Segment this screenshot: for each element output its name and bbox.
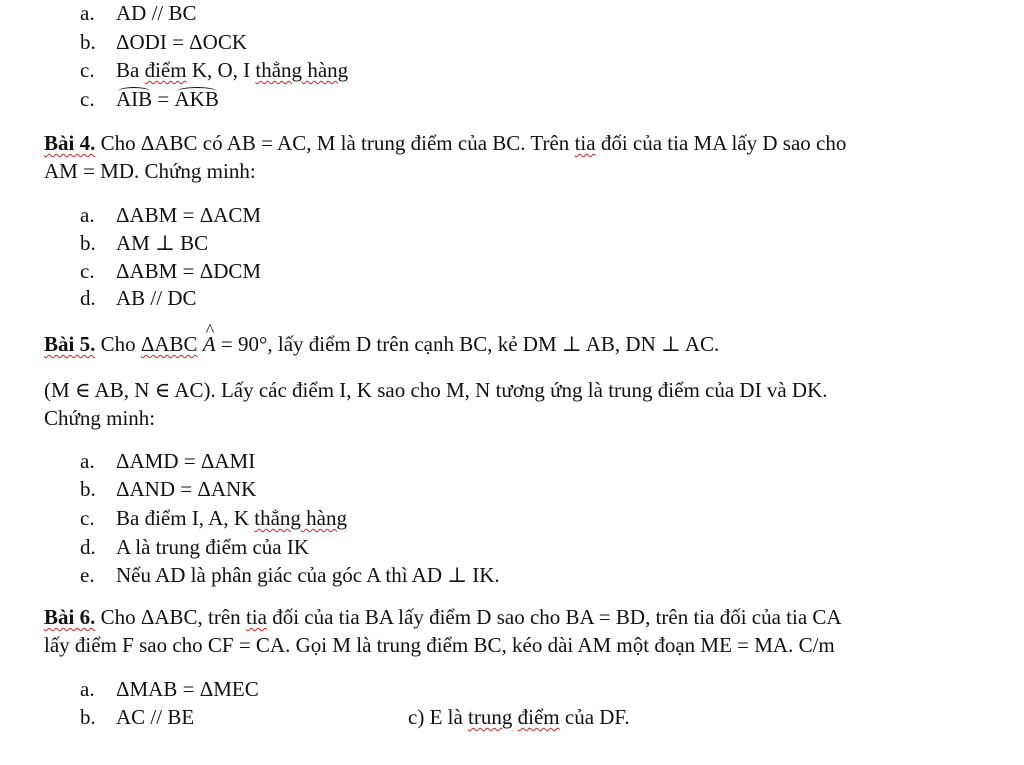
- statement-text: Cho ΔABC, trên: [95, 605, 246, 629]
- item-text: ΔABM = ΔACM: [116, 203, 262, 227]
- ex5-item-e: [80, 562, 500, 588]
- item-marker: c.: [80, 506, 95, 530]
- item-text: Nếu AD là phân giác của góc A thì AD ⊥ IK.: [116, 563, 500, 587]
- ex6-statement-line1: [44, 604, 842, 630]
- item-marker: b.: [80, 30, 96, 54]
- spell-flagged-word: thẳng: [254, 506, 301, 530]
- ex5-statement-line1: [44, 331, 719, 357]
- ex4-item-a: [80, 202, 261, 228]
- ex4-item-b: [80, 230, 208, 256]
- spell-flagged-word: hàng: [302, 58, 349, 82]
- statement-text: AM = MD. Chứng minh:: [44, 159, 256, 183]
- statement-text: Cho ΔABC có AB = AC, M là trung điểm của BC. Trên: [95, 131, 575, 155]
- ex4-item-c: [80, 258, 261, 284]
- item-text: ΔABM = ΔDCM: [116, 259, 262, 283]
- ex5-item-b: [80, 476, 256, 502]
- item-text: Ba điểm I, A, K: [116, 506, 255, 530]
- statement-text: Chứng minh:: [44, 406, 156, 430]
- ex5-statement-line2: [44, 377, 827, 403]
- arc-angle-aib: AIB: [116, 87, 153, 111]
- spell-flagged-word: tia: [574, 131, 596, 155]
- angle-a-hat: ^ A: [203, 331, 216, 357]
- ex6-item-b: [80, 704, 194, 730]
- ex3-item-c2: [80, 86, 219, 112]
- ex6-item-c: [408, 704, 630, 730]
- item-marker: c.: [80, 58, 95, 82]
- item-marker: b.: [80, 231, 96, 255]
- item-marker: a.: [80, 449, 95, 473]
- ex5-item-c: [80, 505, 347, 531]
- item-text: AD // BC: [116, 1, 197, 25]
- item-text: K, O, I: [186, 58, 256, 82]
- ex6-statement-line2: [44, 632, 835, 658]
- arc-angle-akb: AKB: [174, 87, 219, 111]
- spell-flagged-word: thẳng: [255, 58, 303, 82]
- spell-flagged-word: điểm: [144, 58, 187, 82]
- statement-text: đối của tia BA lấy điểm D sao cho BA = BD, trên tia đối của tia CA: [266, 605, 842, 629]
- exercise-label: Bài 4.: [44, 131, 96, 155]
- spell-flagged-word: điểm: [517, 705, 560, 729]
- statement-text: (M ∈ AB, N ∈ AC). Lấy các điểm I, K sao cho M, N tương ứng là trung điểm của DI và DK.: [44, 378, 828, 402]
- ex5-item-a: [80, 448, 255, 474]
- ex3-item-b: [80, 29, 247, 55]
- item-marker: e.: [80, 563, 95, 587]
- item-marker: a.: [80, 203, 95, 227]
- statement-text: , lấy điểm D trên cạnh BC, kẻ DM ⊥ AB, DN ⊥ AC.: [267, 332, 720, 356]
- item-text: ΔAND = ΔANK: [116, 477, 257, 501]
- item-text: AM ⊥ BC: [116, 231, 209, 255]
- item-text: Ba: [116, 58, 145, 82]
- item-marker: a.: [80, 1, 95, 25]
- item-text: AB // DC: [116, 286, 197, 310]
- item-marker: c.: [80, 87, 95, 111]
- item-marker: a.: [80, 677, 95, 701]
- exercise-label: Bài 5.: [44, 332, 96, 356]
- statement-text: Cho: [95, 332, 141, 356]
- spell-flagged-word: tia: [245, 605, 267, 629]
- item-text: ΔMAB = ΔMEC: [116, 677, 259, 701]
- item-marker: b.: [80, 477, 96, 501]
- item-marker: d.: [80, 535, 96, 559]
- statement-text: lấy điểm F sao cho CF = CA. Gọi M là trung điểm BC, kéo dài AM một đoạn ME = MA. C/m: [44, 633, 835, 657]
- item-text: A là trung điểm của IK: [116, 535, 310, 559]
- item-text: AC // BE: [116, 705, 195, 729]
- spell-flagged-word: trung: [468, 705, 513, 729]
- ex3-item-c: [80, 57, 348, 83]
- exercise-label: Bài 6.: [44, 605, 96, 629]
- item-marker: c.: [80, 259, 95, 283]
- ex4-statement-line1: [44, 130, 846, 156]
- item-text: c) E là: [408, 705, 469, 729]
- spell-flagged-word: hàng: [300, 506, 347, 530]
- item-marker: b.: [80, 705, 96, 729]
- item-text: ΔODI = ΔOCK: [116, 30, 248, 54]
- equals-sign: =: [152, 87, 175, 111]
- angle-value: = 90°: [215, 332, 268, 356]
- triangle-abc: ΔABC: [140, 332, 198, 356]
- statement-text: đối của tia MA lấy D sao cho: [595, 131, 847, 155]
- ex5-item-d: [80, 534, 309, 560]
- ex6-item-a: [80, 676, 259, 702]
- ex4-statement-line2: [44, 158, 256, 184]
- item-marker: d.: [80, 286, 96, 310]
- ex5-statement-line3: [44, 405, 155, 431]
- item-text: của DF.: [559, 705, 630, 729]
- ex3-item-a: [80, 0, 197, 26]
- item-text: ΔAMD = ΔAMI: [116, 449, 256, 473]
- ex4-item-d: [80, 285, 197, 311]
